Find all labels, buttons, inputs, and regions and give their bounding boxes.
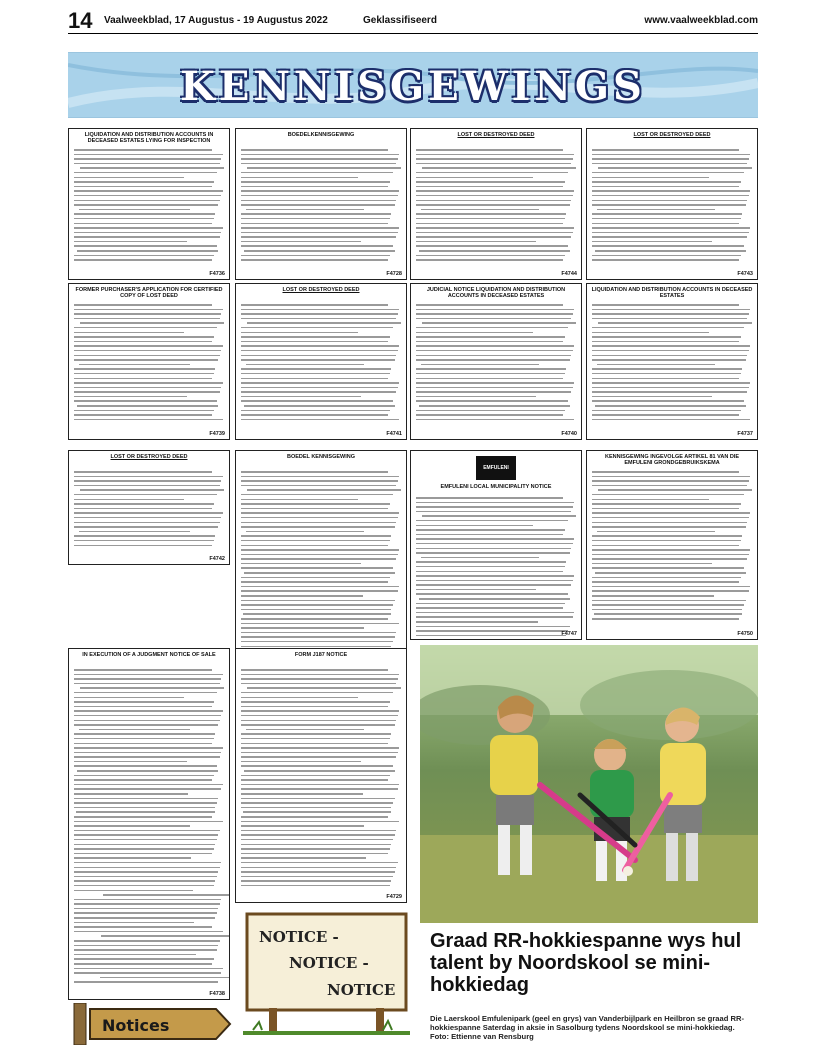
notice-title: LOST OR DESTROYED DEED — [110, 454, 188, 460]
notice-body-text — [592, 149, 752, 267]
kennisgewings-banner — [68, 52, 758, 118]
notice-reference: F4738 — [209, 991, 225, 997]
notice-body-text — [241, 669, 401, 890]
notice-title: BOEDELKENNISGEWING — [287, 132, 355, 138]
notice-body-text — [74, 149, 224, 267]
notice-body-text — [592, 304, 752, 427]
notice-title: IN EXECUTION OF A JUDGMENT NOTICE OF SALE — [82, 652, 216, 658]
banner-title: KENNISGEWINGS — [180, 63, 646, 110]
notice-reference: F4740 — [561, 431, 577, 437]
photo-caption: Die Laerskool Emfulenipark (geel en grys) van Vanderbijlpark en Heilbron se graad RR-hokkiespanne Saterdag in aksie in Sasolburg tydens Noordskool se mini-hokkiedag. Foto: Ettienne van Rensburg — [430, 1014, 744, 1041]
notice-reference: F4742 — [209, 556, 225, 562]
notice-reference: F4737 — [737, 431, 753, 437]
emfuleni-logo: EMFULENI — [476, 456, 516, 480]
site-url-link[interactable]: www.vaalweekblad.com — [644, 15, 758, 26]
article-headline: Graad RR-hokkiespanne wys hul talent by Noordskool se mini-hokkiedag — [430, 930, 742, 996]
notice-art-line3: NOTICE — [327, 981, 396, 999]
notice-box — [68, 128, 230, 280]
notice-box — [235, 648, 407, 903]
notice-board-illustration — [243, 908, 410, 1035]
notice-body-text — [416, 497, 576, 627]
hockey-photo — [420, 645, 758, 923]
notice-title: JUDICIAL NOTICE LIQUIDATION AND DISTRIBUTION ACCOUNTS IN DECEASED ESTATES — [426, 287, 566, 300]
notice-title: LIQUIDATION AND DISTRIBUTION ACCOUNTS IN DECEASED ESTATES LYING FOR INSPECTION — [84, 132, 214, 145]
notice-reference: F4744 — [561, 271, 577, 277]
notice-reference: F4743 — [737, 271, 753, 277]
notice-body-text — [74, 304, 224, 427]
notice-reference: F4728 — [386, 271, 402, 277]
notice-box — [410, 450, 582, 640]
notice-reference: F4741 — [386, 431, 402, 437]
page-header — [68, 10, 758, 34]
notice-title: KENNISGEWING INGEVOLGE ARTIKEL 81 VAN DIE EMFULENI GRONDGEBRUIKSKEMA — [604, 454, 740, 467]
notice-art-line2: NOTICE - — [289, 954, 369, 972]
notice-box — [410, 128, 582, 280]
notice-box — [586, 128, 758, 280]
notice-title: LOST OR DESTROYED DEED — [457, 132, 535, 138]
notice-body-text — [416, 304, 576, 427]
publication-date: Vaalweekblad, 17 Augustus - 19 Augustus 2022 — [104, 15, 328, 26]
section-label: Geklassifiseerd — [363, 15, 437, 26]
notice-box — [235, 128, 407, 280]
notice-box — [410, 283, 582, 440]
notices-signpost — [68, 1003, 233, 1045]
notice-title: EMFULENI LOCAL MUNICIPALITY NOTICE — [440, 484, 552, 490]
notice-body-text — [241, 471, 401, 677]
notice-box — [235, 283, 407, 440]
notice-body-text — [592, 471, 752, 627]
notice-reference: F4747 — [561, 631, 577, 637]
page-number: 14 — [68, 8, 93, 33]
notice-title: LIQUIDATION AND DISTRIBUTION ACCOUNTS IN DECEASED ESTATES — [591, 287, 753, 300]
notice-box — [68, 648, 230, 1000]
notice-reference: F4750 — [737, 631, 753, 637]
notice-title: BOEDEL KENNISGEWING — [286, 454, 356, 460]
notice-title: LOST OR DESTROYED DEED — [633, 132, 711, 138]
notice-body-text — [416, 149, 576, 267]
notice-title: LOST OR DESTROYED DEED — [282, 287, 360, 293]
notice-body-text — [241, 304, 401, 427]
notice-art-line1: NOTICE - — [259, 928, 339, 946]
notice-box — [68, 283, 230, 440]
notice-box — [68, 450, 230, 565]
notice-body-text — [74, 669, 224, 987]
notice-reference: F4739 — [209, 431, 225, 437]
notice-body-text — [241, 149, 401, 267]
notice-title: FORMER PURCHASER'S APPLICATION FOR CERTIFIED COPY OF LOST DEED — [75, 287, 223, 300]
notice-box — [586, 450, 758, 640]
notice-reference: F4736 — [209, 271, 225, 277]
notices-sign-label: Notices — [102, 1016, 170, 1035]
notice-title: FORM J187 NOTICE — [294, 652, 348, 658]
notice-reference: F4729 — [386, 894, 402, 900]
notice-box — [586, 283, 758, 440]
notice-body-text — [74, 471, 224, 552]
